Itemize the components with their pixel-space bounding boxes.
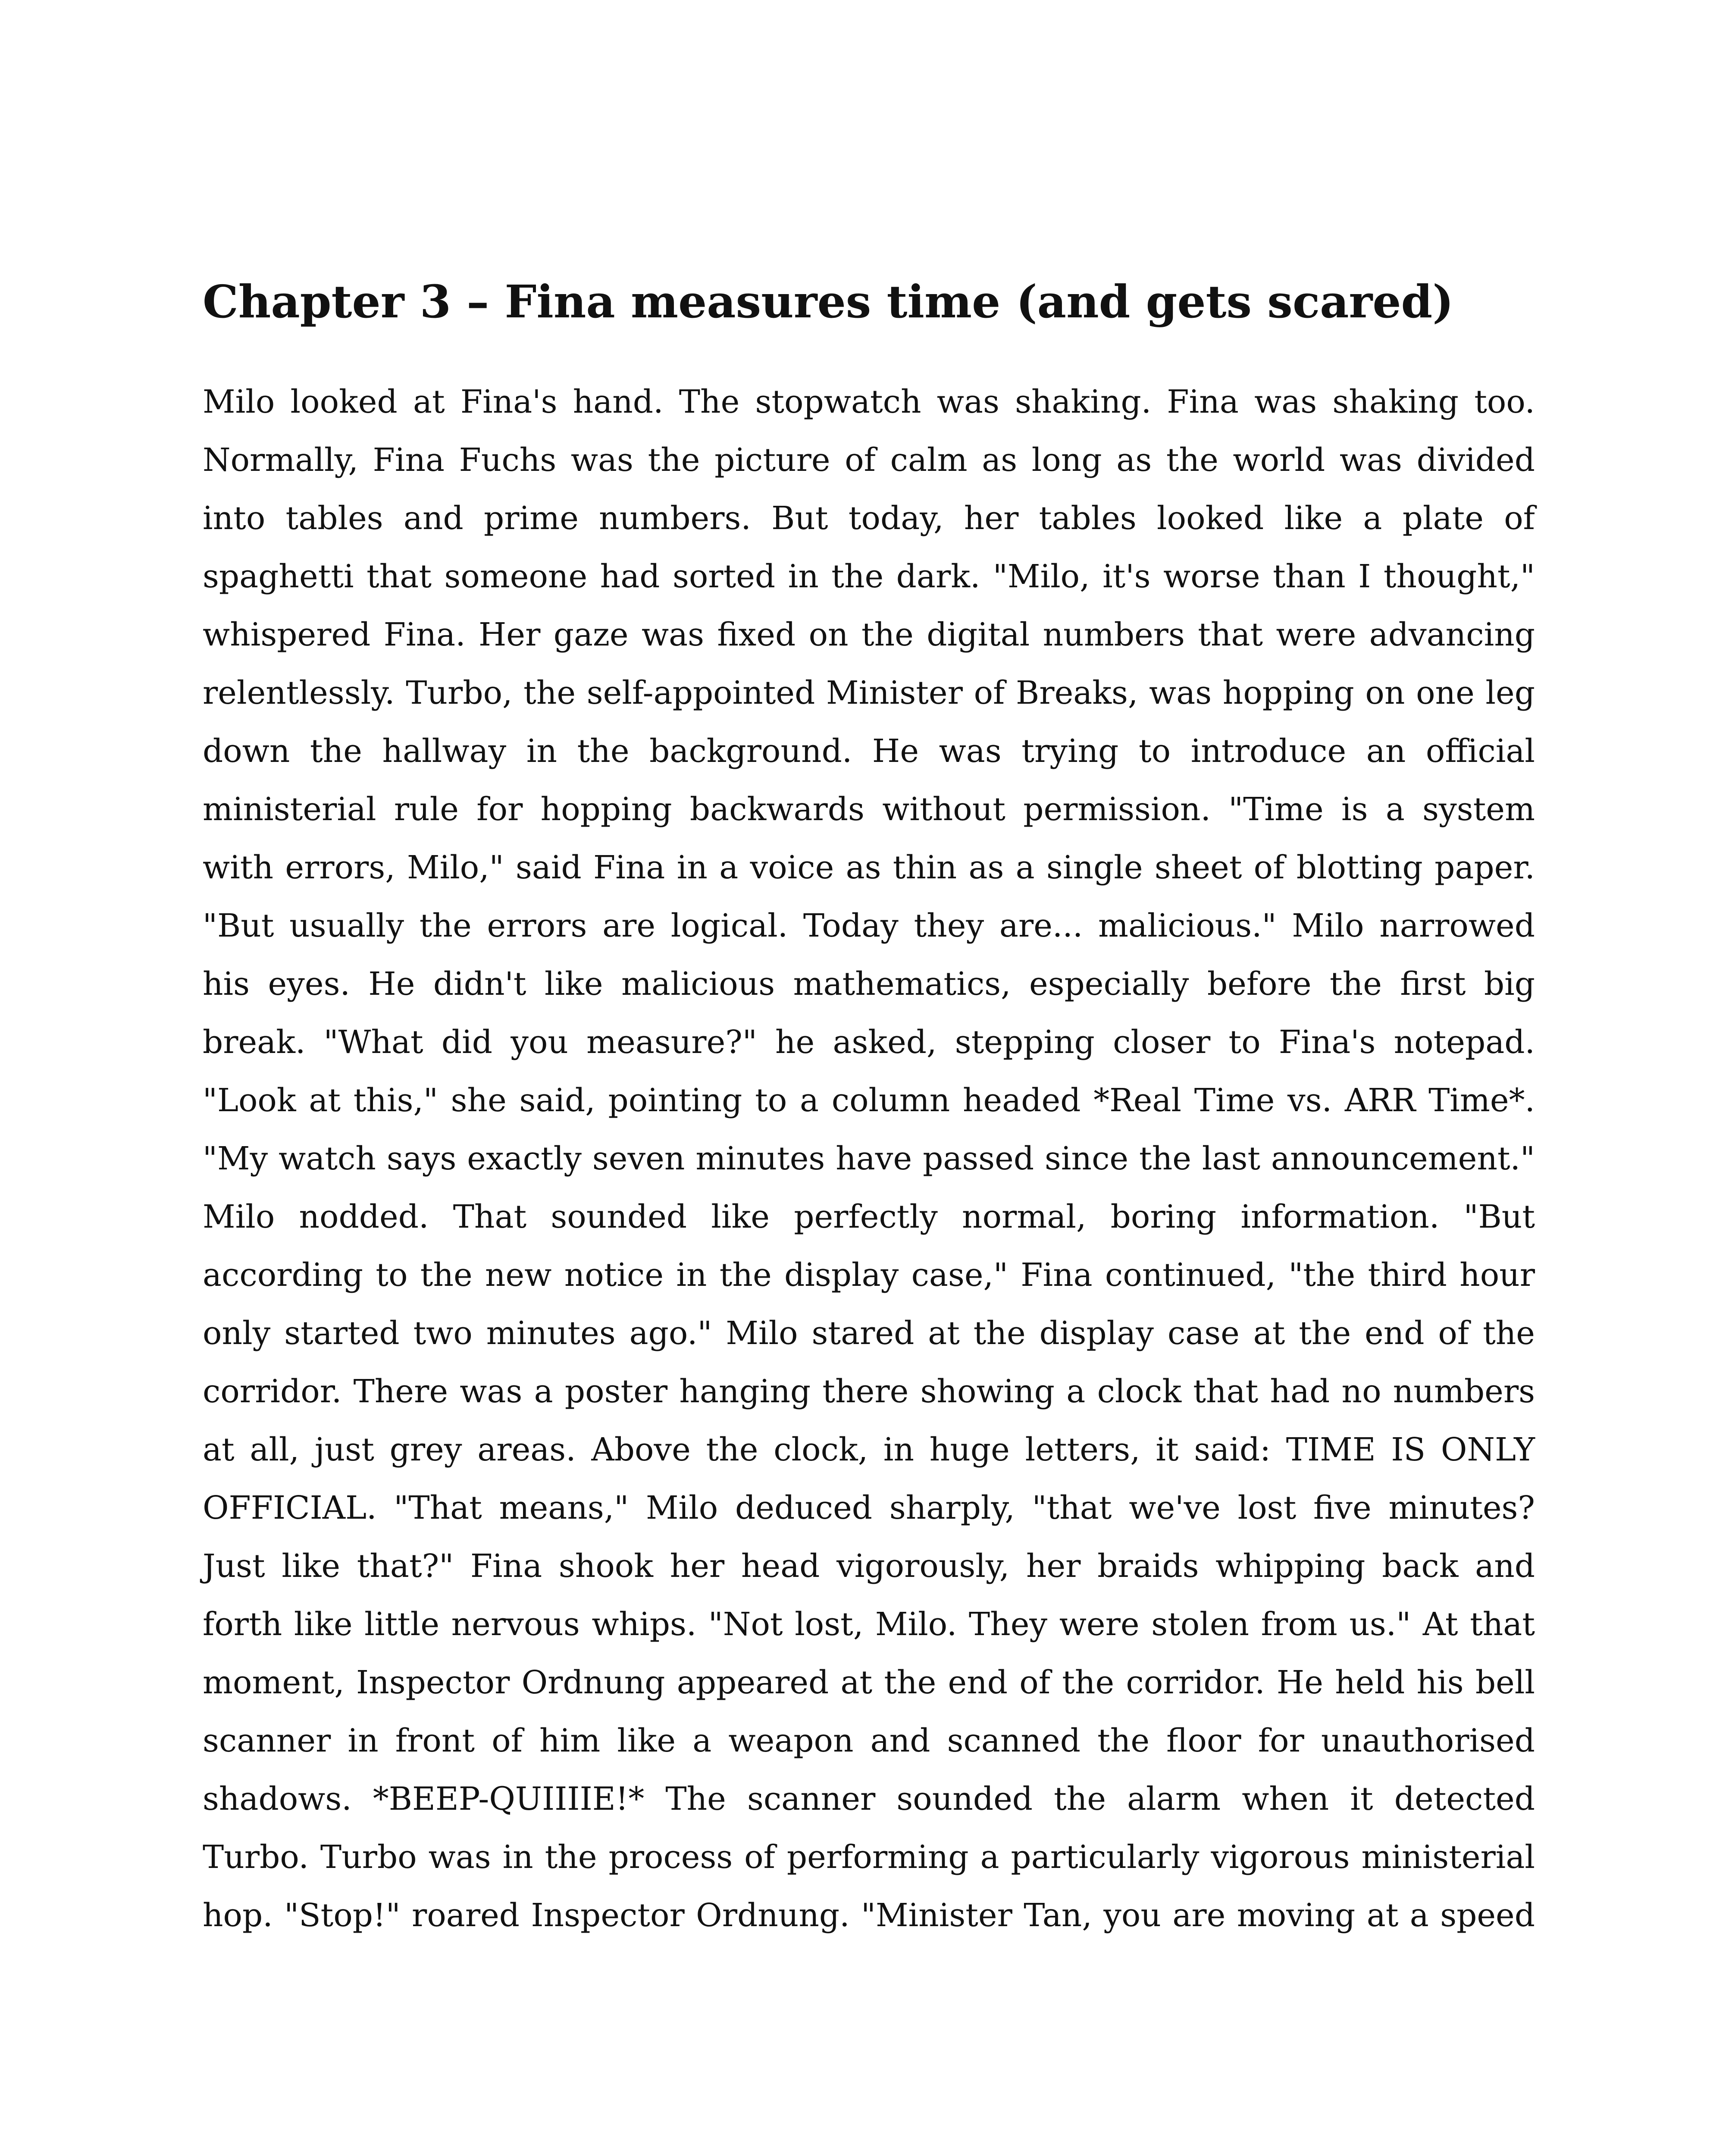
- text-line: ministerial rule for hopping backwards without permission. "Time is a system: [203, 791, 1535, 828]
- text-line: at all, just grey areas. Above the clock, in huge letters, it said: TIME IS ONLY: [203, 1431, 1535, 1468]
- text-line: scanner in front of him like a weapon and scanned the floor for unauthorised: [203, 1722, 1535, 1759]
- text-line: "My watch says exactly seven minutes have passed since the last announcement.": [203, 1140, 1535, 1177]
- text-line: whispered Fina. Her gaze was fixed on the digital numbers that were advancing: [203, 616, 1535, 653]
- text-line: "But usually the errors are logical. Today they are... malicious." Milo narrowed: [203, 907, 1535, 944]
- text-line: Just like that?" Fina shook her head vigorously, her braids whipping back and: [203, 1548, 1535, 1585]
- text-line: break. "What did you measure?" he asked, stepping closer to Fina's notepad.: [203, 1024, 1535, 1061]
- text-line: down the hallway in the background. He was trying to introduce an official: [203, 733, 1535, 770]
- text-line: forth like little nervous whips. "Not lost, Milo. They were stolen from us." At that: [203, 1606, 1535, 1643]
- text-line: relentlessly. Turbo, the self-appointed Minister of Breaks, was hopping on one leg: [203, 674, 1535, 711]
- text-line: hop. "Stop!" roared Inspector Ordnung. "Minister Tan, you are moving at a speed: [203, 1897, 1535, 1934]
- text-line: Turbo. Turbo was in the process of performing a particularly vigorous ministerial: [203, 1839, 1535, 1876]
- text-line: his eyes. He didn't like malicious mathematics, especially before the first big: [203, 965, 1535, 1003]
- page-content: [203, 272, 1535, 1945]
- text-line: OFFICIAL. "That means," Milo deduced sharply, "that we've lost five minutes?: [203, 1489, 1535, 1526]
- text-line: "Look at this," she said, pointing to a column headed *Real Time vs. ARR Time*.: [203, 1082, 1535, 1119]
- text-line: with errors, Milo," said Fina in a voice as thin as a single sheet of blotting paper.: [203, 849, 1535, 886]
- text-line: according to the new notice in the display case," Fina continued, "the third hour: [203, 1257, 1535, 1294]
- text-line: into tables and prime numbers. But today, her tables looked like a plate of: [203, 500, 1535, 537]
- chapter-title: Chapter 3 – Fina measures time (and gets scared): [203, 275, 1454, 328]
- text-line: corridor. There was a poster hanging there showing a clock that had no numbers: [203, 1373, 1535, 1410]
- text-line: spaghetti that someone had sorted in the dark. "Milo, it's worse than I thought,": [203, 558, 1535, 595]
- text-line: only started two minutes ago." Milo stared at the display case at the end of the: [203, 1315, 1535, 1352]
- text-line: moment, Inspector Ordnung appeared at the end of the corridor. He held his bell: [203, 1664, 1535, 1701]
- chapter-body: [203, 373, 1535, 1945]
- text-line: shadows. *BEEP-QUIIIIE!* The scanner sounded the alarm when it detected: [203, 1780, 1535, 1818]
- text-line: Milo looked at Fina's hand. The stopwatch was shaking. Fina was shaking too.: [203, 383, 1535, 420]
- text-line: Milo nodded. That sounded like perfectly normal, boring information. "But: [203, 1198, 1535, 1235]
- text-line: Normally, Fina Fuchs was the picture of calm as long as the world was divided: [203, 442, 1535, 479]
